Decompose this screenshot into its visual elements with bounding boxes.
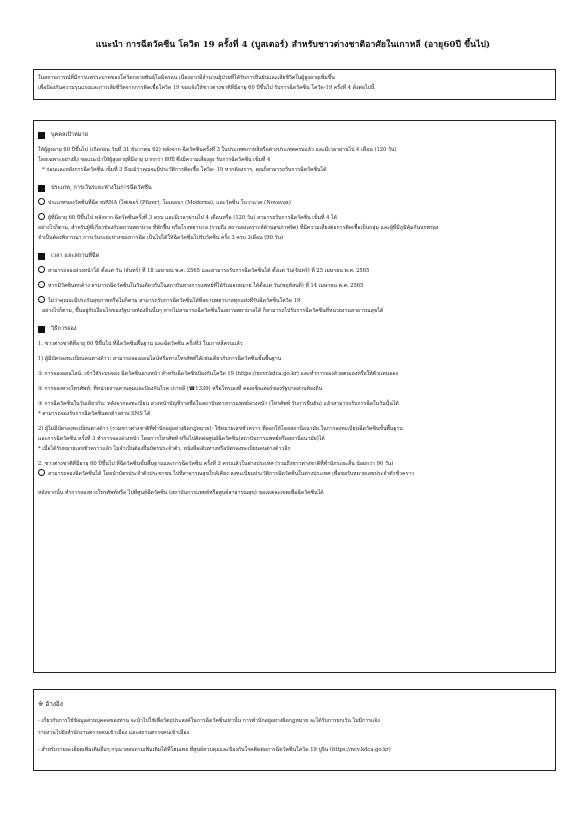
circle-bullet-icon xyxy=(38,281,45,288)
section-target-heading xyxy=(38,130,551,140)
method-line: 2. ชาวต่างชาติที่มีอายุ 60 ปีขึ้นไป ที่ฉีดวัคซีนขั้นพื้นฐานและการฉีดวัคซีน ครั้งที่ 3 ครบแล้วในต่างประเทศ (รวมถึงชาวต่างชาติที่พำนักระยะสั้น น้อยกว่า 90 วัน) xyxy=(38,461,394,467)
circle-bullet-icon xyxy=(38,469,45,476)
references-heading: ※ อ้างอิง xyxy=(38,700,63,708)
circle-bullet-icon xyxy=(38,296,45,303)
circle-bullet-icon xyxy=(38,198,45,205)
reference-line: - สำหรับรายละเอียดเพิ่มเติมอื่นๆ กรุณาสอบถามเพิ่มเติมได้ที่โฮมเพจ ที่ศูนย์ควบคุมและป้องกันโรคติดต่อการฉีดวัคซีนโควิด 19 ปูจิน (https://ncv.kdca.go.kr) xyxy=(38,747,391,753)
method-line: 1. ชาวต่างชาติที่อายุ 60 ปีขึ้นไป ที่ฉีดวัคซีนพื้นฐาน และฉีดวัคซีน ครั้งที่3 ในเกาหลีครบแล้ว xyxy=(38,341,243,347)
section-heading-text: ประเภท, การเว้นระยะห่างในการฉีดวัคซีน xyxy=(51,185,152,191)
time-line: ไม่ว่าคุณจะมีประกันสุขภาพหรือไม่ก็ตาม สามารถรับการฉีดวัคซีนได้ที่สถานพยาบาลทุกแห่งที่รับฉีดวัคซีนโควิด 19 xyxy=(48,298,301,304)
target-line: ให้ผู้สูงอายุ 60 ปีขึ้นไป (เกิดก่อน วันที่ 31 ธันวาคม 62) หลังจาก ฉีดวัคซีนครั้งที่ 3 ในประเทศเกาหลีหรือต่างประเทศครบแล้ว และมีเวลาผ่านไป 4 เดือน (120 วัน) xyxy=(38,147,397,153)
circle-bullet-icon xyxy=(38,213,45,220)
intro-box xyxy=(33,69,556,100)
method-note: * สามารถจองรับการฉีดวัคซีนตกค้างผ่าน SNS ได้ xyxy=(38,411,151,417)
square-bullet-icon xyxy=(38,132,45,139)
section-heading-text: วิธีการจอง xyxy=(51,326,77,332)
target-note: * ก่อนและหลังการฉีดวัคซีน เข็มที่ 3 ถึงแม้ว่าคุณจะมีประวัติการติดเชื้อ โควิด- 19 หากต้องการ, คุณก็สามารถรับการฉีดวัคซีนได้ xyxy=(42,167,327,173)
method-line: การจองออนไลน์: เข้าใช้ระบบจอง ฉีดวัคซีนล่วงหน้า สำหรับฉีดวัคซีนป้องกันโควิด 19 (https://ncvr.kdca.go.kr) และทำการจองด้วยตนเองหรือให้ตัวแทนจอง xyxy=(44,371,398,377)
section-method-heading xyxy=(38,324,551,334)
type-line: อย่างไรก็ตาม, สำหรับผู้ที่เกี่ยวข้องกับสถานพยาบาล ที่พักฟื้น หรือโรงพยาบาล (รวมถึง สถานสงเคราะห์ด้านสุขภาพจิต) ที่มีความเสี่ยงต่อการติดเชื้อเป็นกลุ่ม และผู้ที่มีภูมิคุ้มกันบกพร่อง xyxy=(38,225,439,231)
intro-line: เพื่อป้องกันความรุนแรงและการเสียชีวิตจากการติดเชื้อโควิด 19 ขอแจ้งให้ชาวต่างชาติที่มีอายุ 60 ปีขึ้นไป รับการฉีดวัคซีน โควิด-19 ครั้งที่ 4 ดังต่อไปนี้ xyxy=(38,85,375,91)
square-bullet-icon xyxy=(38,253,45,260)
circled-number-icon: ③ xyxy=(38,401,43,407)
method-line: การฉีดวัคซีนในวันเดียวกัน: หลังจากลงทะเบียน ล่วงหน้าบัญชีรายชื่อในสถาบันทางการแพทย์ล่วงหน้า (โทรศัพท์ รับการยืนยัน) แล้วสามารถรับการฉีดในวันนั้นได้ xyxy=(44,401,399,407)
method-line: การจองทางโทรศัพท์: ที่หน่วยงานควบคุมและป้องกันโรค เกาหลี (☎1339) หรือโทรเองที่ คอลเซ็นเตอร์ของรัฐบาลส่วนท้องถิ่น xyxy=(44,386,323,392)
section-time-heading xyxy=(38,251,551,261)
square-bullet-icon xyxy=(38,185,45,192)
intro-line: ในสถานการณ์ที่มีการแพร่ระบาดของโควิดกลายพันธุ์โอมิครอน เนื่องจากมีจำนวนผู้ป่วยที่ได้รับการยืนยันและเสียชีวิตในผู้สูงอายุเพิ่มขึ้น xyxy=(38,75,335,81)
section-type-heading xyxy=(38,183,551,193)
method-line: สามารถจองฉีดวัคซีนได้ โดยนำบัตรประจำตัวประชาชน ไปที่สาธารณสุขใกล้เคียง ลงทะเบียนประวัติการฉีดวัคซีนในต่างประเทศ เพื่อขอรับหมายเลขประจำตัวชั่วคราว xyxy=(48,471,415,477)
square-bullet-icon xyxy=(38,326,45,333)
reference-line: รายงานไปยังสำนักงานตรวจคนเข้าเมือง และสถานตรวจคนเข้าเมือง xyxy=(38,730,190,736)
time-line: อย่างไรก็ตาม, ขึ้นอยู่กับเงื่อนไขของรัฐบาลท้องถิ่นนั้นๆ หากไม่สามารถฉีดวัคซีนในสถานพยาบาลได้ ก็สามารถไปรับการฉีดวัคซีนที่หน่วยงานสาธารณสุขได้ xyxy=(42,308,384,314)
section-heading-text: บุคคลเป้าหมาย xyxy=(51,132,88,138)
method-note: * เมื่อได้รับหมายเลขชั่วคราวแล้ว ไม่จำเป็นต้องยื่นบัตรประจำตัว, หนังสือเดินทางหรือบัตรลงทะเบียนคนต่างด้าวอีก xyxy=(38,446,291,452)
circled-number-icon: ② xyxy=(38,386,43,392)
page-title: แนะนำ การฉีดวัคซีน โควิด 19 ครั้งที่ 4 (บูสเตอร์) สำหรับชาวต่างชาติอาศัยในเกาหลี (อายุ60ปี ขึ้นไป) xyxy=(95,40,491,50)
reference-line: - เกี่ยวกับการใช้ข้อมูลส่วนบุคคลของท่าน จะนำไปใช้เพื่อวัตถุประสงค์ในการฉีดวัคซีนเท่านั้น การพำนักอยู่อย่างผิดกฎหมาย จะได้รับการยกเว้น ไม่มีการแจ้ง xyxy=(38,718,380,724)
method-line: และการฉีดวัคซีน ครั้งที่ 3 ทำการจองล่วงหน้า โดยการโทรศัพท์ หรือไปติดต่อศูนย์ฉีดวัคซีน(สถาบันการแพทย์หรือสถานีอนามัย)ได้ xyxy=(38,436,325,442)
type-line: จำเป็นต้องพิจารณา การเว้นระยะห่างของการฉีด เป็นไปได้ให้ฉีดวัคซีนไปรับวัคซีน ครั้ง 3 ครบ 3เดือน (90 วัน) xyxy=(38,235,284,241)
section-heading-text: เวลา และสถานที่ฉีด xyxy=(51,253,100,259)
type-line: ผู้ที่มีอายุ 60 ปีขึ้นไป หลังจาก ฉีดวัคซีนครั้งที่ 3 ครบ และมีเวลาผ่านไป 4 เดือนหรือ (120 วัน) สามารถรับการฉีดวัคซีน เข็มที่ 4 ได้ xyxy=(48,215,337,221)
references-box xyxy=(33,689,556,771)
target-line: โดยเฉพาะอย่างยิ่ง ขอแนะนำให้ผู้สูงอายุที่มีอายุ มากกว่า 80ปี ซึ่งมีความเสี่ยงสูง รับการฉีดวัคซีน เข็มที่ 4 xyxy=(38,157,271,163)
method-line: 1) ผู้มีบัตรลงทะเบียนคนต่างด้าว: สามารถจองออนไลน์หรือทางโทรศัพท์ได้เช่นเดียวกับการฉีดวัคซีนขั้นพื้นฐาน xyxy=(38,356,282,362)
method-line: หลังจากนั้น ทำการจองทางโทรศัพท์หรือ ไปที่ศูนย์ฉีดวัคซีน (สถาบันการแพทย์หรือศูนย์สาธารณสุข) ของแต่ละเขตเพื่อฉีดวัคซีนได้ xyxy=(38,490,324,496)
time-line: หากมีวัคซีนตกค้าง สามารถฉีดวัคซีนในวันเดียวกันในสถาบันทางการแพทย์ที่ได้รับมอบหมาย ได้ตั้งแต่ วัน(พฤหัสบดี) ที่ 14 เมษายน พ.ศ. 2565 xyxy=(48,283,364,289)
type-line: ประเภทของวัคซีนที่ฉีด mRNA (ไฟเซอร์ (Pfizer), โมเดอนา (Moderna), และวัคซีน โนวาแวค (Novavax) xyxy=(48,200,291,206)
main-content-box xyxy=(33,120,556,673)
time-line: สามารถจองล่วงหน้าได้ ตั้งแต่ วัน (จันทร์) ที่ 18 เมษายน พ.ศ. 2565 และสามารถรับการฉีดวัคซีนได้ ตั้งแต่ วัน(จันทร์) ที่ 25 เมษายน พ.ศ. 2565 xyxy=(48,268,370,274)
method-line: 2) ผู้ไม่มีบัตรลงทะเบียนต่างด้าว (รวมชาวต่างชาติที่พำนักอยู่อย่างผิดกฎหมาย): ใช้หมายเลขชั่วคราว ที่ออกให้โดยสถานีอนามัย ในการลงทะเบียนฉีดวัคซีนขั้นพื้นฐาน xyxy=(38,426,403,432)
circled-number-icon: ① xyxy=(38,371,43,377)
circle-bullet-icon xyxy=(38,266,45,273)
